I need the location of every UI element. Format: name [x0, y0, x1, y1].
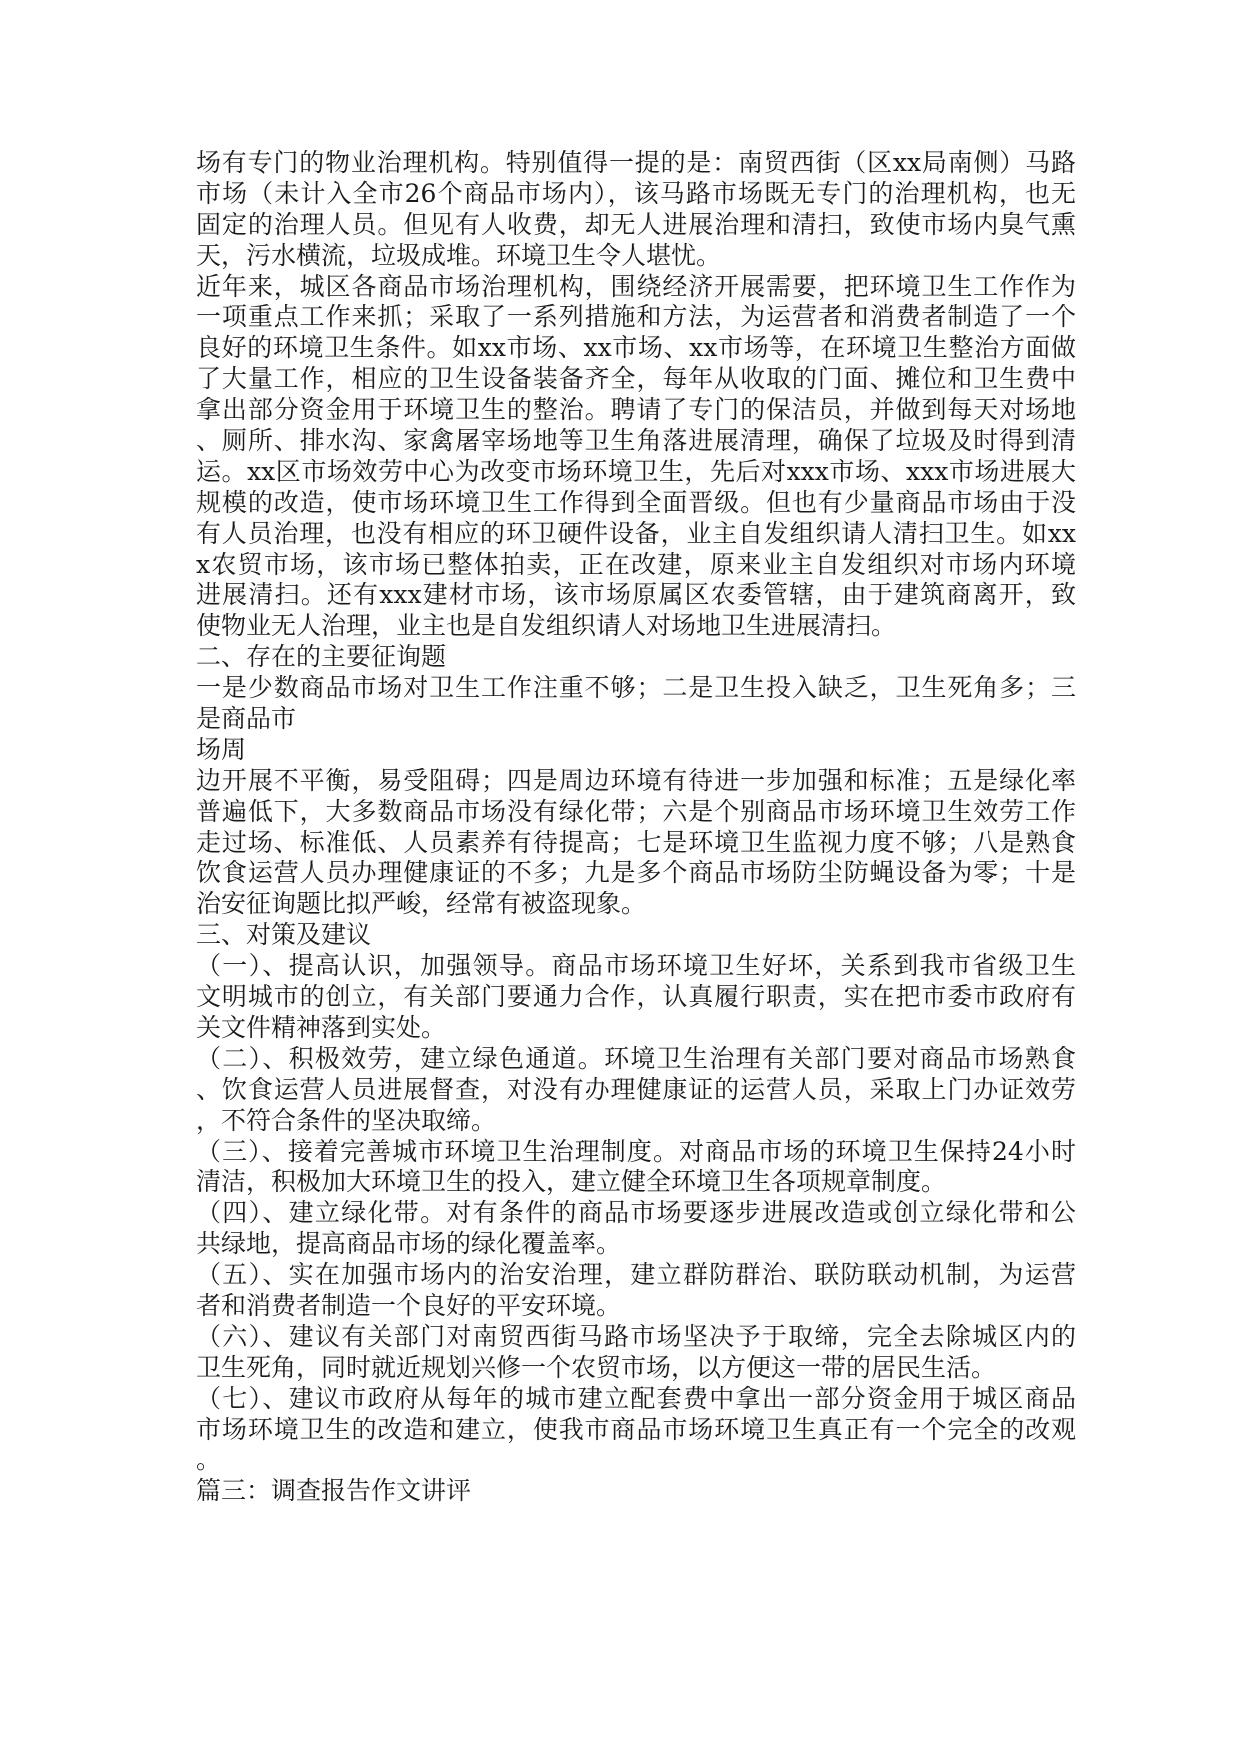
text-line: （二）、积极效劳，建立绿色通道。环境卫生治理有关部门要对商品市场熟食 — [196, 1043, 1076, 1073]
text-line: 二、存在的主要征询题 — [196, 642, 447, 672]
text-line: 一项重点工作来抓；采取了一系列措施和方法，为运营者和消费者制造了一个 — [196, 302, 1076, 332]
text-line: （四）、建立绿化带。对有条件的商品市场要逐步进展改造或创立绿化带和公 — [196, 1198, 1076, 1228]
text-line: （七）、建议市政府从每年的城市建立配套费中拿出一部分资金用于城区商品 — [196, 1383, 1076, 1413]
text-line: 边开展不平衡，易受阻碍；四是周边环境有待进一步加强和标准；五是绿化率 — [196, 765, 1076, 795]
text-line: 良好的环境卫生条件。如xx市场、xx市场、xx市场等，在环境卫生整治方面做 — [196, 333, 1076, 363]
text-line: 市场（未计入全市26个商品市场内），该马路市场既无专门的治理机构，也无 — [196, 178, 1076, 208]
text-line: 清洁，积极加大环境卫生的投入，建立健全环境卫生各项规章制度。 — [196, 1167, 947, 1197]
text-line: 场周 — [196, 734, 247, 764]
document-page — [196, 148, 1076, 1507]
text-line: 运。xx区市场效劳中心为改变市场环境卫生，先后对xxx市场、xxx市场进展大 — [196, 456, 1076, 486]
text-line: 有人员治理，也没有相应的环卫硬件设备，业主自发组织请人清扫卫生。如xx — [196, 518, 1076, 548]
text-line: 。 — [196, 1445, 222, 1475]
text-line: 关文件精神落到实处。 — [196, 1012, 447, 1042]
text-line: 规模的改造，使市场环境卫生工作得到全面晋级。但也有少量商品市场由于没 — [196, 487, 1076, 517]
text-line: 、厕所、排水沟、家禽屠宰场地等卫生角落进展清理，确保了垃圾及时得到清 — [196, 426, 1076, 456]
text-line: 天，污水横流，垃圾成堆。环境卫生令人堪忧。 — [196, 240, 722, 270]
text-line: 、饮食运营人员进展督查，对没有办理健康证的运营人员，采取上门办证效劳 — [196, 1074, 1076, 1104]
text-line: 场有专门的物业治理机构。特别值得一提的是：南贸西街（区xx局南侧）马路 — [196, 148, 1076, 177]
text-line: 篇三：调查报告作文讲评 — [196, 1476, 472, 1506]
text-line: 者和消费者制造一个良好的平安环境。 — [196, 1290, 622, 1320]
text-line: （三）、接着完善城市环境卫生治理制度。对商品市场的环境卫生保持24小时 — [196, 1136, 1076, 1166]
text-line: 市场环境卫生的改造和建立，使我市商品市场环境卫生真正有一个完全的改观 — [196, 1414, 1076, 1444]
text-line: ，不符合条件的坚决取缔。 — [196, 1105, 497, 1135]
text-line: （一）、提高认识，加强领导。商品市场环境卫生好坏，关系到我市省级卫生 — [196, 951, 1076, 981]
text-line: （五）、实在加强市场内的治安治理，建立群防群治、联防联动机制，为运营 — [196, 1260, 1076, 1290]
text-line: 三、对策及建议 — [196, 920, 372, 950]
text-line: x农贸市场，该市场已整体拍卖，正在改建，原来业主自发组织对市场内环境 — [196, 549, 1076, 579]
text-line: 饮食运营人员办理健康证的不多；九是多个商品市场防尘防蝇设备为零；十是 — [196, 858, 1076, 888]
text-line: 使物业无人治理，业主也是自发组织请人对场地卫生进展清扫。 — [196, 611, 897, 641]
text-line: 文明城市的创立，有关部门要通力合作，认真履行职责，实在把市委市政府有 — [196, 982, 1076, 1012]
text-line: 卫生死角，同时就近规划兴修一个农贸市场，以方便这一带的居民生活。 — [196, 1352, 997, 1382]
text-line: 近年来，城区各商品市场治理机构，围绕经济开展需要，把环境卫生工作作为 — [196, 271, 1076, 301]
text-line: 普遍低下，大多数商品市场没有绿化带；六是个别商品市场环境卫生效劳工作 — [196, 796, 1076, 826]
text-line: 了大量工作，相应的卫生设备装备齐全，每年从收取的门面、摊位和卫生费中 — [196, 364, 1076, 394]
text-line: 治安征询题比拟严峻，经常有被盗现象。 — [196, 889, 647, 919]
text-line: 拿出部分资金用于环境卫生的整治。聘请了专门的保洁员，并做到每天对场地 — [196, 395, 1076, 425]
text-line: 进展清扫。还有xxx建材市场，该市场原属区农委管辖，由于建筑商离开，致 — [196, 580, 1076, 610]
text-line: 一是少数商品市场对卫生工作注重不够；二是卫生投入缺乏，卫生死角多；三 — [196, 673, 1076, 703]
text-line: 是商品市 — [196, 704, 297, 734]
text-line: 固定的治理人员。但见有人收费，却无人进展治理和清扫，致使市场内臭气熏 — [196, 209, 1076, 239]
text-line: 共绿地，提高商品市场的绿化覆盖率。 — [196, 1229, 622, 1259]
text-line: 走过场、标准低、人员素养有待提高；七是环境卫生监视力度不够；八是熟食 — [196, 827, 1076, 857]
text-line: （六）、建议有关部门对南贸西街马路市场坚决予于取缔，完全去除城区内的 — [196, 1321, 1076, 1351]
